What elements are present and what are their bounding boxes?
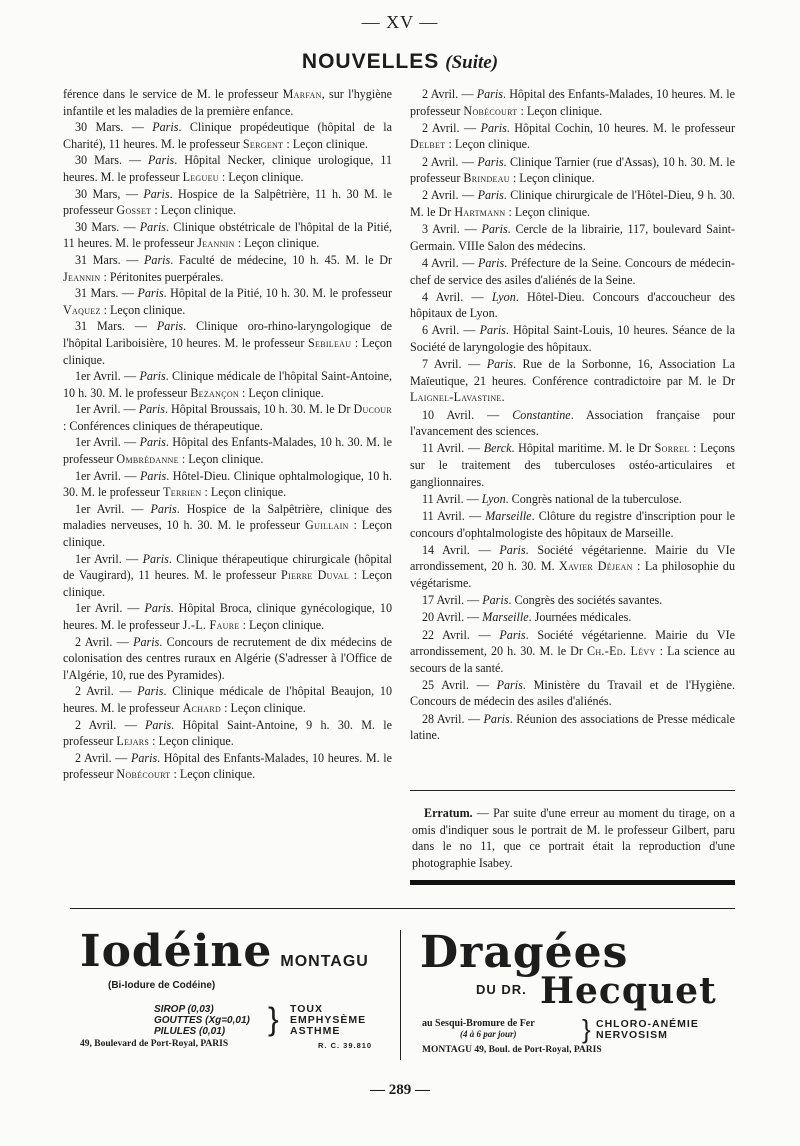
iodeine-address: 49, Boulevard de Port-Royal, PARIS (80, 1039, 229, 1049)
news-entry (410, 491, 735, 508)
news-entry (410, 542, 735, 592)
entry-city: Paris (477, 188, 504, 203)
entry-name: Lejars (116, 734, 150, 749)
dragees-dose: (4 à 6 par jour) (460, 1029, 517, 1039)
entry-city: Paris (479, 323, 506, 338)
entry-text: . Hôpital des Enfants-Malades, 10 h. 30. M. le professeur (63, 435, 392, 467)
news-entry (63, 186, 392, 219)
entry-text: 4 Avril. — (422, 255, 478, 270)
entry-city: Paris (137, 684, 164, 699)
entry-name: Sorrel (654, 441, 690, 456)
page-roman-numeral: — XV — (361, 12, 439, 32)
entry-text: : Leçon clinique. (63, 518, 392, 550)
entry-text: 2 Avril. — (75, 750, 131, 765)
entry-name: Marfan (282, 87, 322, 101)
entry-city: Paris (477, 154, 504, 169)
entry-text: . Hôpital Saint-Antoine, 9 h. 30. M. le professeur (63, 717, 392, 749)
entry-city: Paris (144, 601, 171, 616)
entry-name: Bezançon (190, 385, 239, 400)
entry-city: Paris (144, 252, 171, 267)
entry-text: 11 Avril. — (422, 491, 482, 506)
entry-text: 2 Avril. — (422, 120, 481, 135)
entry-text: 2 Avril. — (422, 87, 477, 101)
entry-text: 10 Avril. — (422, 407, 513, 422)
news-entry (63, 468, 392, 501)
dragees-du: DU DR. (476, 982, 527, 997)
entry-text: . Clôture du registre d'inscription pour le concours d'ophtalmologiste des hôpitaux de Marseille. (410, 508, 736, 540)
entry-name: Brindeau (463, 171, 510, 186)
entry-text: . Préfecture de la Seine. Concours de médecin-chef de service des asiles d'aliénés de la Seine. (410, 255, 735, 287)
entry-text: 14 Avril. — (422, 542, 500, 557)
iodeine-indication: ASTHME (290, 1025, 341, 1037)
entry-text: 11 Avril. — (422, 441, 484, 456)
entry-text: . Société végétarienne. Mairie du VIe arrondissement, 20 h. 30. M. le Dr (410, 627, 735, 659)
news-entry (63, 285, 392, 318)
entry-name: Sergent (242, 136, 284, 151)
entry-city: Marseille (482, 610, 529, 625)
news-entry (410, 86, 735, 119)
entry-text: : Leçon clinique. (239, 385, 324, 400)
entry-text: . Rue de la Sorbonne, 16, Association La Maïeutique, 21 heures. Conférence contradictoire par M. le Dr (410, 357, 736, 388)
entry-city: Paris (481, 222, 508, 237)
ad-divider-vertical (400, 930, 401, 1060)
iodeine-form: PILULES (0,01) (154, 1026, 226, 1037)
entry-text: 2 Avril. — (422, 154, 478, 169)
entry-text: . (501, 390, 505, 405)
entry-text: : Leçon clinique. (151, 203, 237, 218)
entry-text: . Hôpital des Enfants-Malades, 10 heures. M. le professeur (63, 750, 392, 782)
entry-city: Paris (152, 120, 179, 135)
news-entry (63, 152, 392, 185)
news-entry (63, 434, 392, 467)
entry-text: . Clinique obstétricale de l'hôpital de la Pitié, 11 heures. M. le professeur (63, 219, 392, 251)
entry-city: Constantine (512, 407, 571, 422)
ad-divider-top (70, 908, 735, 909)
entry-text: 1er Avril. — (75, 435, 140, 450)
entry-text: . Clinique propédeutique (hôpital de la Charité), 11 heures. M. le professeur (63, 120, 393, 151)
entry-text: . Société végétarienne. Mairie du VIe arrondissement, 20 h. 30. M. (410, 542, 735, 574)
entry-name: Hartmann (454, 204, 506, 219)
entry-name: Xavier Déjean (559, 559, 633, 574)
news-entry (410, 120, 735, 153)
brace-icon: } (268, 1001, 279, 1037)
news-entry (410, 187, 735, 220)
entry-text: 20 Avril. — (422, 610, 483, 625)
entry-name: Ducour (353, 402, 393, 417)
entry-text: : Conférences cliniques de thérapeutique. (63, 418, 263, 433)
entry-name: Ch.-Ed. Lévy (586, 644, 656, 659)
entry-text: . Hôpital Cochin, 10 heures. M. le professeur (506, 120, 735, 135)
entry-text: : Leçon clinique. (517, 103, 603, 118)
entry-name: Delbet (410, 137, 446, 152)
entry-text: férence dans le service de M. le professeur (63, 87, 283, 101)
heading-title: NOUVELLES (301, 50, 440, 73)
entry-text: 25 Avril. — (422, 677, 497, 692)
news-entry (410, 508, 735, 541)
entry-text: . Clinique thérapeutique chirurgicale (hôpital de Vaugirard), 11 heures. M. le professeur (63, 551, 393, 583)
entry-text: . Faculté de médecine, 10 h. 45. M. le Dr (170, 252, 392, 267)
news-entry (410, 289, 735, 322)
entry-city: Paris (483, 711, 510, 726)
entry-city: Paris (480, 120, 507, 135)
dragees-advertisement (420, 927, 740, 1055)
section-heading (0, 50, 800, 74)
entry-text: 1er Avril. — (75, 601, 145, 616)
entry-text: 31 Mars. — (75, 252, 145, 267)
entry-text: : Leçon clinique. (445, 137, 531, 152)
news-entry (410, 255, 735, 288)
entry-text: 31 Mars. — (75, 319, 157, 334)
entry-text: 4 Avril. — (422, 289, 492, 304)
entry-text: 30 Mars. — (75, 120, 153, 135)
news-entry (410, 711, 735, 744)
entry-text: . Ministère du Travail et de l'Hygiène. Concours de médecin des asiles d'aliénés. (410, 677, 735, 709)
news-entry (63, 501, 392, 551)
news-entry (63, 219, 392, 252)
news-entry (410, 592, 735, 609)
entry-city: Marseille (485, 508, 532, 523)
iodeine-indications (290, 1004, 366, 1037)
news-entry (63, 600, 392, 633)
entry-text: 1er Avril. — (75, 551, 143, 566)
news-entry (410, 440, 735, 490)
entry-city: Paris (476, 87, 503, 101)
erratum-label: Erratum. (424, 806, 473, 820)
entry-text: : Leçons sur le traitement des tuberculoses ostéo-articulaires et ganglionnaires. (410, 441, 735, 489)
erratum-text: — Par suite d'une erreur au moment du tirage, on a omis d'indiquer sous le portrait de M. le professeur Gilbert, paru dans le no 11, que ce portrait était la reproduction d'une photographie Isabey. (412, 806, 735, 870)
entry-text: , sur l'hygiène infantile et les maladies de la première enfance. (63, 87, 392, 118)
entry-text: : Leçon clinique. (221, 700, 306, 715)
news-entry (63, 86, 392, 119)
heading-suite: (Suite) (445, 52, 499, 73)
entry-city: Paris (142, 551, 169, 566)
entry-name: Pierre Duval (280, 568, 350, 583)
entry-text: : Leçon clinique. (283, 136, 368, 151)
entry-city: Paris (143, 186, 170, 201)
entry-text: 2 Avril. — (75, 634, 134, 649)
entry-text: . Hôpital Necker, clinique urologique, 11 heures. M. le professeur (63, 153, 392, 184)
entry-text: : Leçon clinique. (63, 568, 392, 599)
entry-name: Vaquez (63, 302, 101, 317)
iodeine-form: GOUTTES (Xg=0,01) (154, 1015, 250, 1026)
iodeine-advertisement (80, 926, 390, 1050)
entry-text: 2 Avril. — (422, 188, 478, 203)
entry-city: Paris (137, 286, 164, 301)
news-entry (410, 356, 735, 406)
entry-text: 31 Mars. — (75, 286, 138, 301)
entry-city: Paris (499, 542, 526, 557)
entry-city: Paris (130, 750, 158, 765)
entry-text: . Hôpital Saint-Louis, 10 heures. Séance de la Société de laryngologie des hôpitaux. (410, 323, 735, 355)
entry-text: 6 Avril. — (422, 323, 480, 338)
iodeine-forms (154, 1004, 250, 1037)
entry-text: : Leçon clinique. (239, 618, 325, 632)
entry-text: . Hôpital Broussais, 10 h. 30. M. le Dr (164, 402, 354, 417)
news-entry (410, 677, 735, 710)
entry-text: . Cercle de la librairie, 117, boulevard Saint-Germain. VIIIe Salon des médecins. (410, 222, 735, 253)
iodeine-indication: EMPHYSÈME (290, 1014, 367, 1026)
erratum-notice (412, 805, 735, 871)
dragees-indications (596, 1019, 699, 1041)
iodeine-subtitle: (Bi-Iodure de Codéine) (108, 980, 216, 991)
entry-city: Paris (486, 357, 513, 372)
news-entry (410, 221, 735, 254)
entry-city: Berck (483, 441, 512, 456)
news-entry (63, 368, 392, 401)
entry-text: . Clinique oro-rhino-laryngologique de l'hôpital Lariboisière, 10 heures. M. le professeur (63, 319, 392, 350)
entry-text: . Association française pour l'avancement des sciences. (410, 407, 735, 439)
entry-name: Guillain (305, 518, 349, 533)
right-column (410, 86, 735, 744)
entry-city: Paris (133, 634, 160, 649)
entry-city: Paris (140, 468, 167, 483)
entry-text: . Congrès national de la tuberculose. (505, 491, 682, 506)
entry-name: Nobécourt (463, 103, 518, 118)
dragees-indication: CHLORO-ANÉMIE (596, 1018, 699, 1030)
iodeine-form: SIROP (0,03) (154, 1004, 214, 1015)
news-entry (63, 551, 392, 601)
entry-text: . Journées médicales. (528, 610, 632, 625)
news-entry (63, 683, 392, 716)
entry-city: Paris (499, 627, 526, 642)
entry-text: : Leçon clinique. (63, 335, 393, 367)
entry-name: Jeannin (63, 269, 101, 284)
entry-text: 1er Avril. — (75, 468, 141, 483)
entry-name: J.-L. Faure (182, 618, 240, 632)
dragees-brand: Dragées (420, 927, 629, 978)
news-entry (63, 401, 392, 434)
entry-text: . Hôpital de la Pitié, 10 h. 30. M. le professeur (163, 286, 393, 301)
entry-text: . Hôtel-Dieu. Concours d'accoucheur des hôpitaux de Lyon. (410, 289, 735, 321)
entry-text: 2 Avril. — (75, 684, 138, 699)
entry-city: Lyon (481, 491, 506, 506)
entry-text: : Leçon clinique. (201, 485, 287, 500)
dragees-name: Hecquet (540, 970, 717, 1012)
news-entry (410, 609, 735, 626)
entry-text: : Leçon clinique. (509, 171, 595, 186)
entry-city: Paris (477, 255, 505, 270)
news-entry (410, 322, 735, 355)
entry-text: 1er Avril. — (75, 501, 151, 516)
iodeine-rc: R. C. 39.810 (318, 1041, 373, 1050)
entry-text: . Clinique Tarnier (rue d'Assas), 10 h. 30. M. le professeur (410, 154, 735, 186)
entry-text: 28 Avril. — (422, 711, 484, 726)
entry-text: : Leçon clinique. (170, 767, 256, 782)
thick-divider (410, 880, 735, 885)
dragees-indication: NERVOSISM (596, 1029, 668, 1041)
entry-name: Sebileau (307, 335, 352, 350)
entry-text: . Concours de recrutement de dix médecins de colonisation des centres ruraux en Algérie (S'adresser à l'Office de l'Algérie, 10, rue des Pyramides). (63, 634, 392, 682)
entry-city: Paris (482, 593, 509, 608)
entry-name: Achard (182, 700, 222, 715)
news-entry (63, 252, 392, 285)
entry-city: Lyon (491, 289, 516, 304)
entry-city: Paris (148, 153, 175, 168)
iodeine-brand: Iodéine (80, 926, 273, 977)
entry-text: . Réunion des associations de Presse médicale latine. (410, 711, 735, 743)
entry-city: Paris (150, 501, 177, 516)
entry-city: Paris (139, 369, 166, 384)
entry-text: . Hôpital des Enfants-Malades, 10 heures. M. le professeur (410, 87, 735, 118)
entry-text: : Leçon clinique. (100, 302, 186, 317)
entry-text: 30 Mars. — (75, 153, 149, 168)
entry-name: Terrien (163, 485, 202, 500)
entry-name: Laignel-Lavastine (410, 390, 502, 405)
entry-text: 30 Mars, — (75, 186, 144, 201)
entry-city: Paris (139, 219, 167, 234)
entry-text: . Hôpital maritime. M. le Dr (511, 441, 655, 456)
entry-text: 1er Avril. — (75, 369, 140, 384)
entry-text: : La philosophie du végétarisme. (410, 559, 735, 590)
news-entry (63, 750, 392, 783)
brace-icon: } (582, 1014, 591, 1044)
news-entry (63, 717, 392, 750)
iodeine-indication: TOUX (290, 1003, 323, 1015)
entry-text: . Clinique médicale de l'hôpital Saint-Antoine, 10 h. 30. M. le professeur (63, 369, 392, 400)
entry-text: . Hospice de la Salpêtrière, 11 h. 30 M. le professeur (63, 186, 392, 218)
iodeine-maker: MONTAGU (280, 953, 369, 970)
entry-text: 11 Avril. — (422, 508, 486, 523)
entry-text: . Hôtel-Dieu. Clinique ophtalmologique, 10 h. 30. M. le professeur (63, 468, 393, 500)
news-entry (410, 154, 735, 187)
entry-name: Nobécourt (116, 767, 171, 782)
entry-name: Jeannin (197, 236, 235, 251)
entry-name: Ombrédanne (116, 452, 179, 467)
news-entry (410, 407, 735, 440)
news-entry (63, 318, 392, 368)
entry-text: : Leçon clinique. (234, 236, 320, 251)
news-entry (63, 634, 392, 684)
entry-text: : Leçon clinique. (178, 452, 264, 467)
entry-text: 22 Avril. — (422, 627, 500, 642)
entry-city: Paris (496, 677, 523, 692)
entry-name: Legueu (182, 169, 219, 184)
entry-text: 3 Avril. — (422, 222, 482, 237)
entry-text: 2 Avril. — (75, 717, 145, 732)
entry-text: : Péritonites puerpérales. (100, 269, 224, 284)
news-entry (410, 627, 735, 677)
entry-text: . Clinique médicale de l'hôpital Beaujon, 10 heures. M. le professeur (63, 684, 392, 715)
entry-text: : Leçon clinique. (218, 169, 304, 184)
entry-text: : Leçon clinique. (505, 204, 591, 219)
entry-city: Paris (144, 717, 172, 732)
entry-text: . Hospice de la Salpêtrière, clinique des maladies nerveuses, 10 h. 30. M. le professeur (63, 501, 392, 533)
entry-text: : La science au secours de la santé. (410, 644, 735, 675)
entry-city: Paris (138, 402, 165, 417)
entry-text: 17 Avril. — (422, 593, 483, 608)
entry-text: . Hôpital Broca, clinique gynécologique, 10 heures. M. le professeur (63, 601, 393, 632)
entry-text: . Congrès des sociétés savantes. (508, 593, 663, 608)
news-entry (63, 119, 392, 152)
entry-city: Paris (139, 435, 166, 450)
entry-city: Paris (156, 319, 184, 334)
entry-text: 7 Avril. — (422, 357, 487, 372)
erratum-divider (410, 790, 735, 791)
dragees-composition: au Sesqui-Bromure de Fer (422, 1018, 535, 1029)
entry-text: 1er Avril. — (75, 402, 139, 417)
entry-text: . Clinique chirurgicale de l'Hôtel-Dieu, 9 h. 30. M. le Dr (410, 188, 735, 219)
entry-name: Gosset (116, 203, 152, 218)
entry-text: 30 Mars. — (75, 219, 140, 234)
entry-text: : Leçon clinique. (149, 734, 234, 749)
left-column (63, 86, 392, 783)
page-number: — 289 — (370, 1082, 430, 1098)
dragees-address: MONTAGU 49, Boul. de Port-Royal, PARIS (422, 1045, 602, 1055)
